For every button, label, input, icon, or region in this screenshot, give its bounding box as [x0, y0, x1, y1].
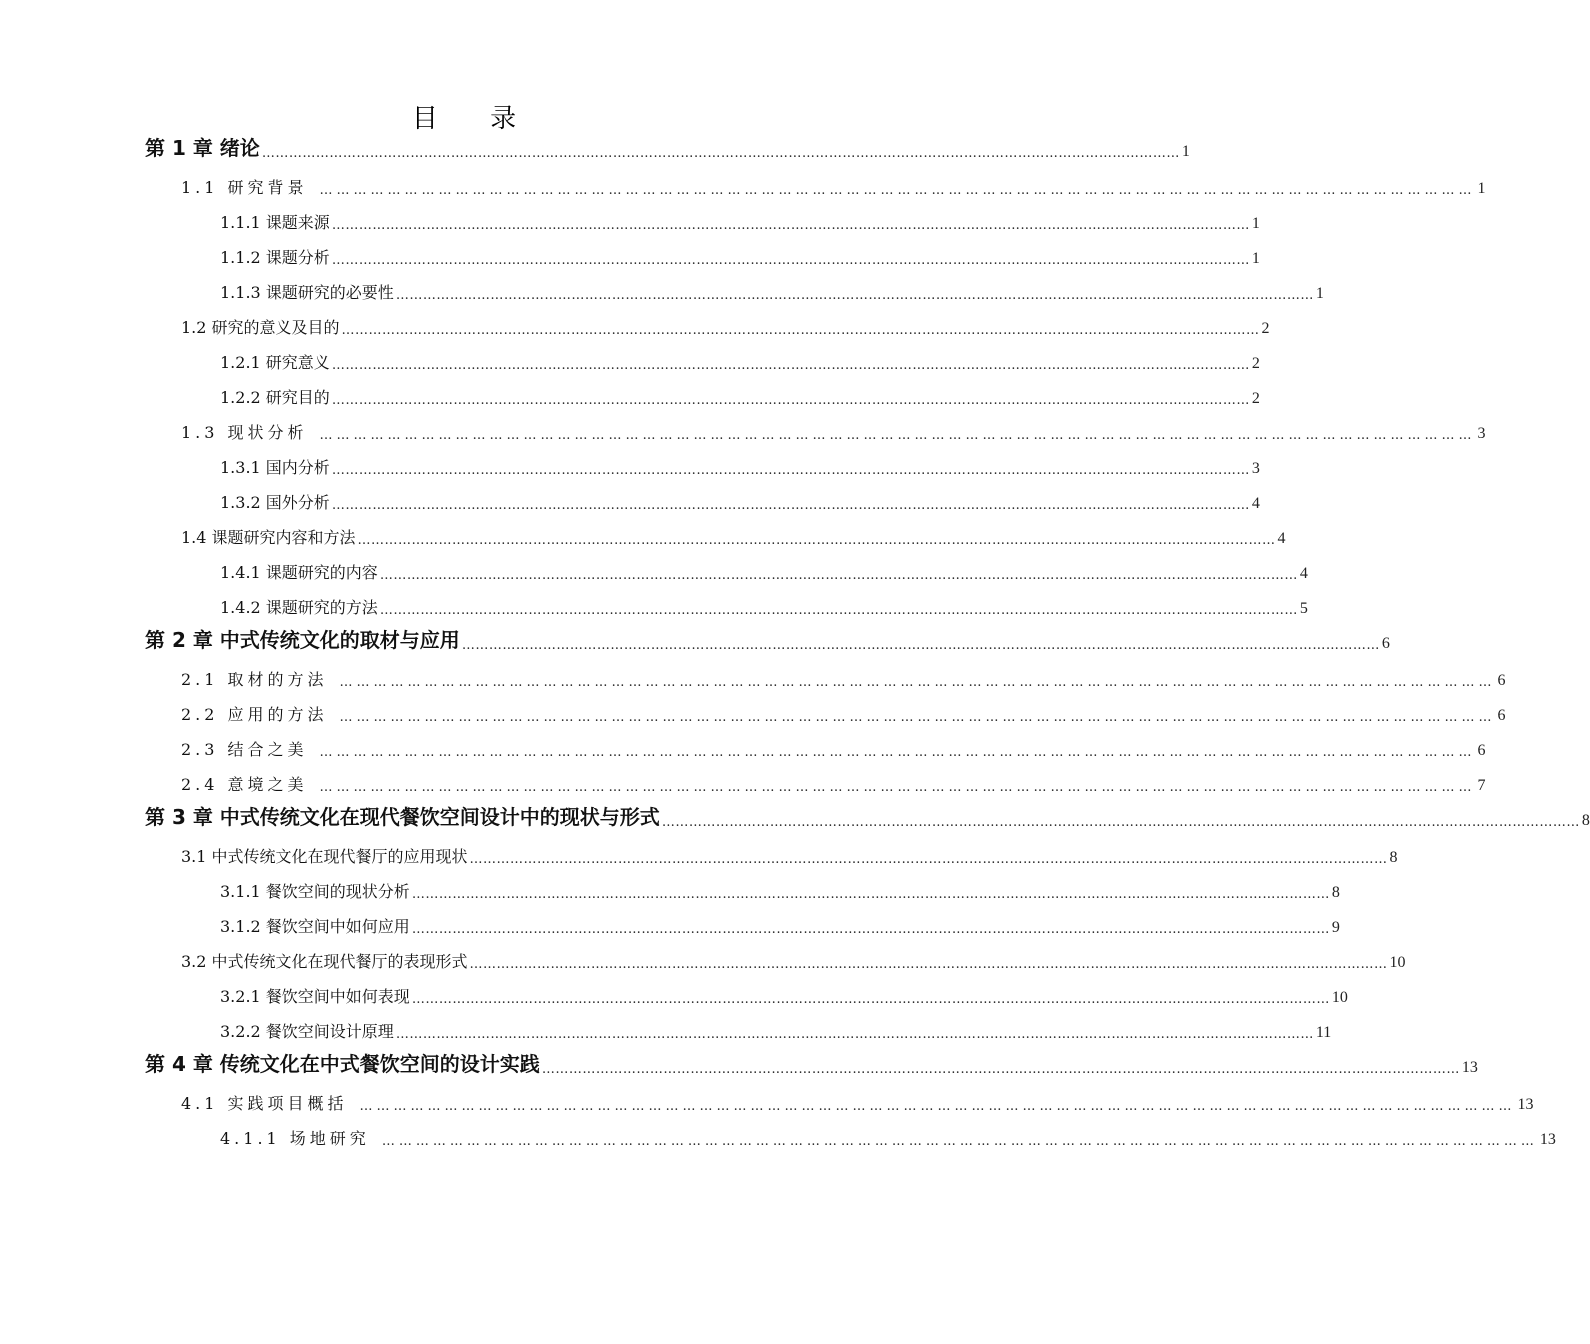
toc-entry-page-number: 1 — [1251, 250, 1260, 267]
toc-entry[interactable] — [145, 1042, 1478, 1079]
toc-entry-page-number: 11 — [1315, 1024, 1332, 1041]
toc-entry[interactable] — [145, 867, 1340, 902]
toc-entry[interactable] — [145, 163, 1486, 198]
table-of-contents — [145, 126, 1590, 1149]
toc-entry-label: 2.2 应用的方法 — [181, 705, 328, 724]
toc-entry[interactable] — [145, 198, 1260, 233]
toc-entry-label: 1.1.1 课题来源 — [220, 213, 330, 232]
toc-entry-label: 3.2 中式传统文化在现代餐厅的表现形式 — [181, 952, 468, 971]
toc-entry-page-number: 3 — [1251, 460, 1260, 477]
toc-entry-page-number: 4 — [1277, 530, 1286, 547]
toc-entry-label: 3.2.1 餐饮空间中如何表现 — [220, 987, 410, 1006]
toc-entry-page-number: 7 — [1477, 777, 1486, 794]
toc-entry-page-number: 1 — [1477, 180, 1486, 197]
toc-entry-page-number: 1 — [1251, 215, 1260, 232]
toc-entry-page-number: 4 — [1251, 495, 1260, 512]
toc-entry-page-number: 6 — [1477, 742, 1486, 759]
toc-entry[interactable] — [145, 690, 1506, 725]
toc-entry-label: 1.4.1 课题研究的内容 — [220, 563, 378, 582]
toc-entry[interactable] — [145, 478, 1260, 513]
toc-entry-page-number: 5 — [1299, 600, 1308, 617]
dot-leader: …………………………………………………………………………………………………………………………………………………………………………………… — [411, 887, 1330, 902]
toc-entry-page-number: 8 — [1389, 849, 1398, 866]
toc-entry-label: 2.4 意境之美 — [181, 775, 308, 794]
toc-entry[interactable] — [145, 1079, 1534, 1114]
toc-entry-page-number: 13 — [1539, 1131, 1556, 1148]
dot-leader: …………………………………………………………………………………………………………………………………………………………………………………… — [331, 463, 1250, 478]
toc-entry-page-number: 4 — [1299, 565, 1308, 582]
toc-entry[interactable] — [145, 725, 1486, 760]
toc-entry[interactable] — [145, 233, 1260, 268]
toc-entry[interactable] — [145, 303, 1270, 338]
toc-entry-page-number: 13 — [1461, 1059, 1478, 1076]
toc-entry-page-number: 13 — [1517, 1096, 1534, 1113]
dot-leader: …………………………………………………………………………………………………………………………………………………………………………………… — [461, 638, 1380, 653]
toc-entry[interactable] — [145, 443, 1260, 478]
toc-entry-page-number: 6 — [1497, 707, 1506, 724]
toc-entry-page-number: 2 — [1251, 355, 1260, 372]
toc-entry[interactable] — [145, 795, 1590, 832]
toc-entry-page-number: 2 — [1261, 320, 1270, 337]
toc-entry-page-number: 1 — [1181, 143, 1190, 160]
dot-leader: …………………………………………………………………………………………………………………………………………………………………………………… — [379, 568, 1298, 583]
dot-leader: …………………………………………………………………………………………………………………………………………………………………………………… — [261, 146, 1180, 161]
toc-entry[interactable] — [145, 548, 1308, 583]
toc-entry-page-number: 10 — [1331, 989, 1348, 1006]
dot-leader: …………………………………………………………………………………………………………………………………………………………………………………… — [331, 218, 1250, 233]
dot-leader: …………………………………………………………………………………………………………………………………………………………………………………… — [359, 1099, 1516, 1114]
toc-entry[interactable] — [145, 972, 1348, 1007]
dot-leader: …………………………………………………………………………………………………………………………………………………………………………………… — [319, 780, 1476, 795]
dot-leader: …………………………………………………………………………………………………………………………………………………………………………………… — [381, 1134, 1538, 1149]
dot-leader: …………………………………………………………………………………………………………………………………………………………………………………… — [339, 675, 1496, 690]
toc-entry[interactable] — [145, 760, 1486, 795]
toc-entry-page-number: 1 — [1315, 285, 1324, 302]
toc-entry-label: 1.3.1 国内分析 — [220, 458, 330, 477]
toc-entry-page-number: 3 — [1477, 425, 1486, 442]
toc-entry-label: 1.4.2 课题研究的方法 — [220, 598, 378, 617]
toc-entry-label: 3.1.1 餐饮空间的现状分析 — [220, 882, 410, 901]
dot-leader: …………………………………………………………………………………………………………………………………………………………………………………… — [341, 323, 1260, 338]
toc-entry-label: 4.1.1 场地研究 — [220, 1129, 370, 1148]
toc-entry-page-number: 2 — [1251, 390, 1260, 407]
toc-entry[interactable] — [145, 618, 1390, 655]
toc-entry-label: 3.1 中式传统文化在现代餐厅的应用现状 — [181, 847, 468, 866]
dot-leader: …………………………………………………………………………………………………………………………………………………………………………………… — [395, 288, 1314, 303]
toc-entry-label: 2.3 结合之美 — [181, 740, 308, 759]
toc-entry-label: 1.4 课题研究内容和方法 — [181, 528, 356, 547]
toc-entry[interactable] — [145, 408, 1486, 443]
toc-entry-page-number: 6 — [1497, 672, 1506, 689]
toc-entry[interactable] — [145, 268, 1324, 303]
toc-entry-label: 第 1 章 绪论 — [145, 136, 260, 160]
toc-entry-label: 1.1 研究背景 — [181, 178, 308, 197]
toc-entry-label: 1.3 现状分析 — [181, 423, 308, 442]
toc-entry-label: 3.2.2 餐饮空间设计原理 — [220, 1022, 394, 1041]
dot-leader: …………………………………………………………………………………………………………………………………………………………………………………… — [319, 428, 1476, 443]
toc-entry-label: 2.1 取材的方法 — [181, 670, 328, 689]
toc-entry-label: 1.2.2 研究目的 — [220, 388, 330, 407]
toc-entry[interactable] — [145, 583, 1308, 618]
dot-leader: …………………………………………………………………………………………………………………………………………………………………………………… — [331, 358, 1250, 373]
dot-leader: …………………………………………………………………………………………………………………………………………………………………………………… — [357, 533, 1276, 548]
dot-leader: …………………………………………………………………………………………………………………………………………………………………………………… — [319, 745, 1476, 760]
dot-leader: …………………………………………………………………………………………………………………………………………………………………………………… — [411, 922, 1330, 937]
dot-leader: …………………………………………………………………………………………………………………………………………………………………………………… — [469, 957, 1388, 972]
dot-leader: …………………………………………………………………………………………………………………………………………………………………………………… — [331, 253, 1250, 268]
toc-entry[interactable] — [145, 937, 1406, 972]
toc-entry-label: 1.1.3 课题研究的必要性 — [220, 283, 394, 302]
toc-entry[interactable] — [145, 1007, 1332, 1042]
toc-entry-page-number: 10 — [1389, 954, 1406, 971]
dot-leader: …………………………………………………………………………………………………………………………………………………………………………………… — [469, 852, 1388, 867]
toc-entry-page-number: 9 — [1331, 919, 1340, 936]
toc-entry-label: 1.3.2 国外分析 — [220, 493, 330, 512]
toc-entry[interactable] — [145, 902, 1340, 937]
toc-entry-label: 1.2.1 研究意义 — [220, 353, 330, 372]
toc-entry[interactable] — [145, 1114, 1556, 1149]
dot-leader: …………………………………………………………………………………………………………………………………………………………………………………… — [411, 992, 1330, 1007]
toc-entry-label: 4.1 实践项目概括 — [181, 1094, 348, 1113]
dot-leader: …………………………………………………………………………………………………………………………………………………………………………………… — [541, 1062, 1460, 1077]
dot-leader: …………………………………………………………………………………………………………………………………………………………………………………… — [331, 393, 1250, 408]
toc-entry-label: 1.2 研究的意义及目的 — [181, 318, 340, 337]
dot-leader: …………………………………………………………………………………………………………………………………………………………………………………… — [339, 710, 1496, 725]
dot-leader: …………………………………………………………………………………………………………………………………………………………………………………… — [319, 183, 1476, 198]
toc-entry-label: 第 3 章 中式传统文化在现代餐饮空间设计中的现状与形式 — [145, 805, 660, 829]
toc-entry[interactable] — [145, 513, 1286, 548]
toc-entry-page-number: 8 — [1331, 884, 1340, 901]
toc-entry[interactable] — [145, 832, 1398, 867]
toc-entry-page-number: 8 — [1581, 812, 1590, 829]
dot-leader: …………………………………………………………………………………………………………………………………………………………………………………… — [661, 815, 1580, 830]
toc-entry-label: 第 2 章 中式传统文化的取材与应用 — [145, 628, 460, 652]
dot-leader: …………………………………………………………………………………………………………………………………………………………………………………… — [395, 1027, 1314, 1042]
dot-leader: …………………………………………………………………………………………………………………………………………………………………………………… — [379, 603, 1298, 618]
toc-entry-label: 第 4 章 传统文化在中式餐饮空间的设计实践 — [145, 1052, 540, 1076]
toc-title: 目 录 — [411, 104, 539, 134]
dot-leader: …………………………………………………………………………………………………………………………………………………………………………………… — [331, 498, 1250, 513]
toc-entry-page-number: 6 — [1381, 635, 1390, 652]
toc-entry-label: 1.1.2 课题分析 — [220, 248, 330, 267]
toc-entry[interactable] — [145, 126, 1190, 163]
toc-entry[interactable] — [145, 373, 1260, 408]
toc-entry-label: 3.1.2 餐饮空间中如何应用 — [220, 917, 410, 936]
toc-entry[interactable] — [145, 338, 1260, 373]
toc-entry[interactable] — [145, 655, 1506, 690]
